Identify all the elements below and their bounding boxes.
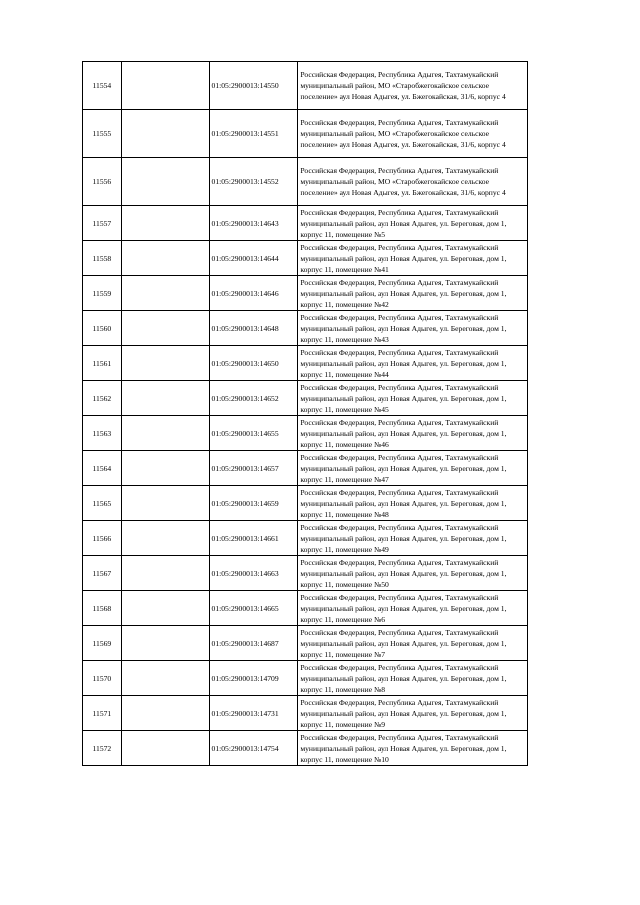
cadastral-number-cell: 01:05:2900013:14657 <box>209 451 298 486</box>
empty-cell <box>121 110 209 158</box>
row-number-cell: 11563 <box>83 416 122 451</box>
empty-cell <box>121 731 209 766</box>
row-number-cell: 11560 <box>83 311 122 346</box>
table-row <box>83 241 528 276</box>
table-row <box>83 696 528 731</box>
empty-cell <box>121 158 209 206</box>
address-cell: Российская Федерация, Республика Адыгея, Тахтамукайский муниципальный район, аул Новая Адыгея, ул. Береговая, дом 1, корпус 11, помещение №50 <box>298 556 528 591</box>
table-row <box>83 486 528 521</box>
address-cell: Российская Федерация, Республика Адыгея, Тахтамукайский муниципальный район, аул Новая Адыгея, ул. Береговая, дом 1, корпус 11, помещение №5 <box>298 206 528 241</box>
empty-cell <box>121 521 209 556</box>
registry-body <box>83 62 528 766</box>
cadastral-number-cell: 01:05:2900013:14731 <box>209 696 298 731</box>
address-cell: Российская Федерация, Республика Адыгея, Тахтамукайский муниципальный район, МО «Старобжегокайское сельское поселение» аул Новая Адыгея, ул. Бжегокайская, 31/6, корпус 4 <box>298 158 528 206</box>
empty-cell <box>121 626 209 661</box>
row-number-cell: 11561 <box>83 346 122 381</box>
table-row <box>83 416 528 451</box>
address-cell: Российская Федерация, Республика Адыгея, Тахтамукайский муниципальный район, МО «Старобжегокайское сельское поселение» аул Новая Адыгея, ул. Бжегокайская, 31/6, корпус 4 <box>298 62 528 110</box>
property-registry-table <box>82 61 528 766</box>
row-number-cell: 11567 <box>83 556 122 591</box>
row-number-cell: 11557 <box>83 206 122 241</box>
empty-cell <box>121 276 209 311</box>
empty-cell <box>121 591 209 626</box>
address-cell: Российская Федерация, Республика Адыгея, Тахтамукайский муниципальный район, аул Новая Адыгея, ул. Береговая, дом 1, корпус 11, помещение №49 <box>298 521 528 556</box>
row-number-cell: 11572 <box>83 731 122 766</box>
empty-cell <box>121 381 209 416</box>
address-cell: Российская Федерация, Республика Адыгея, Тахтамукайский муниципальный район, МО «Старобжегокайское сельское поселение» аул Новая Адыгея, ул. Бжегокайская, 31/6, корпус 4 <box>298 110 528 158</box>
address-cell: Российская Федерация, Республика Адыгея, Тахтамукайский муниципальный район, аул Новая Адыгея, ул. Береговая, дом 1, корпус 11, помещение №9 <box>298 696 528 731</box>
cadastral-number-cell: 01:05:2900013:14687 <box>209 626 298 661</box>
table-row <box>83 731 528 766</box>
address-cell: Российская Федерация, Республика Адыгея, Тахтамукайский муниципальный район, аул Новая Адыгея, ул. Береговая, дом 1, корпус 11, помещение №48 <box>298 486 528 521</box>
address-cell: Российская Федерация, Республика Адыгея, Тахтамукайский муниципальный район, аул Новая Адыгея, ул. Береговая, дом 1, корпус 11, помещение №41 <box>298 241 528 276</box>
row-number-cell: 11562 <box>83 381 122 416</box>
cadastral-number-cell: 01:05:2900013:14643 <box>209 206 298 241</box>
empty-cell <box>121 346 209 381</box>
address-cell: Российская Федерация, Республика Адыгея, Тахтамукайский муниципальный район, аул Новая Адыгея, ул. Береговая, дом 1, корпус 11, помещение №46 <box>298 416 528 451</box>
row-number-cell: 11556 <box>83 158 122 206</box>
cadastral-number-cell: 01:05:2900013:14550 <box>209 62 298 110</box>
address-cell: Российская Федерация, Республика Адыгея, Тахтамукайский муниципальный район, аул Новая Адыгея, ул. Береговая, дом 1, корпус 11, помещение №6 <box>298 591 528 626</box>
table-row <box>83 451 528 486</box>
empty-cell <box>121 556 209 591</box>
empty-cell <box>121 696 209 731</box>
table-row <box>83 206 528 241</box>
row-number-cell: 11555 <box>83 110 122 158</box>
empty-cell <box>121 206 209 241</box>
table-row <box>83 591 528 626</box>
empty-cell <box>121 416 209 451</box>
cadastral-number-cell: 01:05:2900013:14663 <box>209 556 298 591</box>
cadastral-number-cell: 01:05:2900013:14650 <box>209 346 298 381</box>
address-cell: Российская Федерация, Республика Адыгея, Тахтамукайский муниципальный район, аул Новая Адыгея, ул. Береговая, дом 1, корпус 11, помещение №47 <box>298 451 528 486</box>
row-number-cell: 11571 <box>83 696 122 731</box>
table-row <box>83 158 528 206</box>
table-row <box>83 556 528 591</box>
cadastral-number-cell: 01:05:2900013:14659 <box>209 486 298 521</box>
empty-cell <box>121 311 209 346</box>
cadastral-number-cell: 01:05:2900013:14661 <box>209 521 298 556</box>
table-row <box>83 521 528 556</box>
address-cell: Российская Федерация, Республика Адыгея, Тахтамукайский муниципальный район, аул Новая Адыгея, ул. Береговая, дом 1, корпус 11, помещение №10 <box>298 731 528 766</box>
address-cell: Российская Федерация, Республика Адыгея, Тахтамукайский муниципальный район, аул Новая Адыгея, ул. Береговая, дом 1, корпус 11, помещение №42 <box>298 276 528 311</box>
row-number-cell: 11559 <box>83 276 122 311</box>
cadastral-number-cell: 01:05:2900013:14551 <box>209 110 298 158</box>
table-row <box>83 62 528 110</box>
cadastral-number-cell: 01:05:2900013:14646 <box>209 276 298 311</box>
row-number-cell: 11570 <box>83 661 122 696</box>
cadastral-number-cell: 01:05:2900013:14552 <box>209 158 298 206</box>
row-number-cell: 11566 <box>83 521 122 556</box>
address-cell: Российская Федерация, Республика Адыгея, Тахтамукайский муниципальный район, аул Новая Адыгея, ул. Береговая, дом 1, корпус 11, помещение №45 <box>298 381 528 416</box>
row-number-cell: 11568 <box>83 591 122 626</box>
empty-cell <box>121 486 209 521</box>
table-row <box>83 661 528 696</box>
row-number-cell: 11554 <box>83 62 122 110</box>
cadastral-number-cell: 01:05:2900013:14709 <box>209 661 298 696</box>
table-row <box>83 276 528 311</box>
row-number-cell: 11565 <box>83 486 122 521</box>
empty-cell <box>121 62 209 110</box>
row-number-cell: 11558 <box>83 241 122 276</box>
address-cell: Российская Федерация, Республика Адыгея, Тахтамукайский муниципальный район, аул Новая Адыгея, ул. Береговая, дом 1, корпус 11, помещение №8 <box>298 661 528 696</box>
address-cell: Российская Федерация, Республика Адыгея, Тахтамукайский муниципальный район, аул Новая Адыгея, ул. Береговая, дом 1, корпус 11, помещение №44 <box>298 346 528 381</box>
cadastral-number-cell: 01:05:2900013:14665 <box>209 591 298 626</box>
table-row <box>83 626 528 661</box>
table-row <box>83 381 528 416</box>
row-number-cell: 11569 <box>83 626 122 661</box>
empty-cell <box>121 451 209 486</box>
empty-cell <box>121 661 209 696</box>
cadastral-number-cell: 01:05:2900013:14754 <box>209 731 298 766</box>
address-cell: Российская Федерация, Республика Адыгея, Тахтамукайский муниципальный район, аул Новая Адыгея, ул. Береговая, дом 1, корпус 11, помещение №7 <box>298 626 528 661</box>
empty-cell <box>121 241 209 276</box>
table-row <box>83 110 528 158</box>
address-cell: Российская Федерация, Республика Адыгея, Тахтамукайский муниципальный район, аул Новая Адыгея, ул. Береговая, дом 1, корпус 11, помещение №43 <box>298 311 528 346</box>
cadastral-number-cell: 01:05:2900013:14652 <box>209 381 298 416</box>
table-row <box>83 311 528 346</box>
cadastral-number-cell: 01:05:2900013:14655 <box>209 416 298 451</box>
cadastral-number-cell: 01:05:2900013:14648 <box>209 311 298 346</box>
table-row <box>83 346 528 381</box>
cadastral-number-cell: 01:05:2900013:14644 <box>209 241 298 276</box>
row-number-cell: 11564 <box>83 451 122 486</box>
